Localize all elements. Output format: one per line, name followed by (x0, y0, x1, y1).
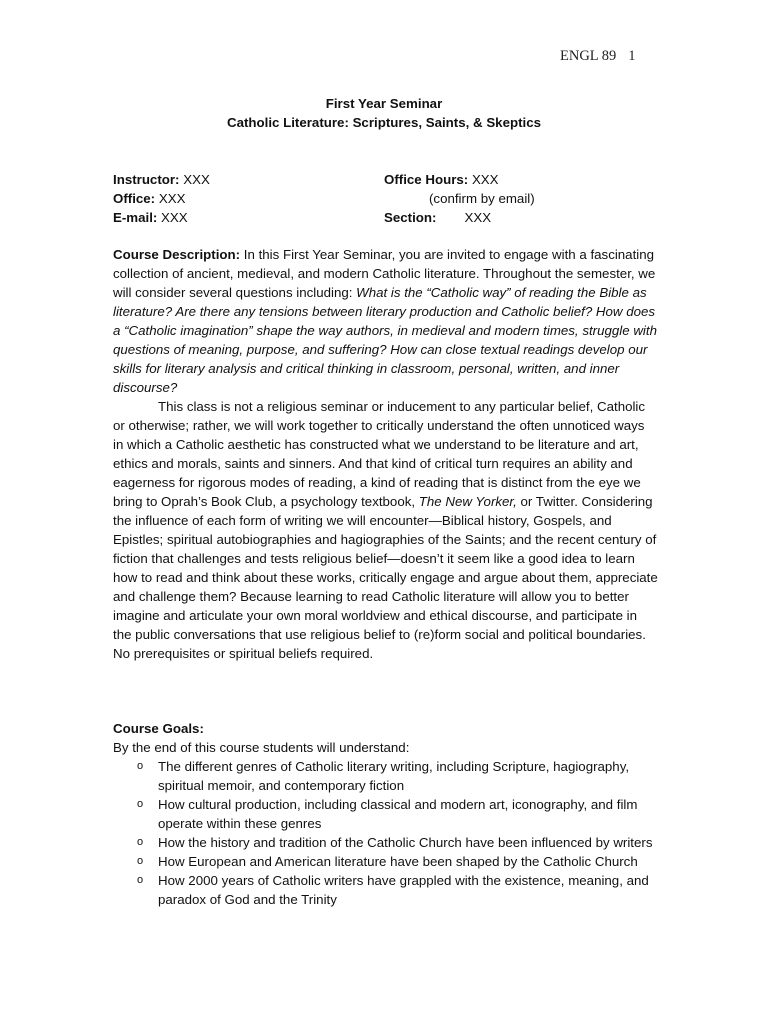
new-yorker-title: The New Yorker, (418, 494, 517, 509)
office-line (113, 189, 210, 208)
goal-text: How European and American literature have been shaped by the Catholic Church (158, 854, 638, 869)
office-label: Office: (113, 191, 156, 206)
goal-text: How the history and tradition of the Catholic Church have been influenced by writers (158, 835, 653, 850)
goal-text: How 2000 years of Catholic writers have grappled with the existence, meaning, and paradox of God and the Trinity (158, 873, 649, 907)
section-line (384, 208, 535, 227)
instructor-label: Instructor: (113, 172, 180, 187)
goals-list (113, 757, 658, 909)
description-paragraph-2 (113, 397, 658, 663)
bullet-icon: o (137, 760, 144, 772)
bullet-icon: o (137, 874, 144, 886)
goal-item (113, 852, 658, 871)
course-title: Catholic Literature: Scriptures, Saints, & Skeptics (226, 115, 542, 130)
goals-intro: By the end of this course students will understand: (113, 740, 410, 755)
description-questions: What is the “Catholic way” of reading the Bible as literature? Are there any tensions between literary production and Catholic belief? How does a “Catholic imagination” shape the way authors, in medieval and modern times, struggle with questions of meaning, purpose, and suffering? How can close textual readings develop our skills for literary analysis and critical thinking in classroom, personal, written, and inner discourse? (113, 285, 657, 395)
goal-item (113, 795, 658, 833)
bullet-icon: o (137, 855, 144, 867)
paragraph-2-part-b: or Twitter. Considering the influence of each form of writing we will encounter—Biblical history, Gospels, and Epistles; spiritual autobiographies and hagiographies of the Saints; and the recent century of fiction that challenges and tests religious belief—doesn’t it seem like a good idea to learn how to read and think about these works, critically engage and argue about them, appreciate and challenge them? Because learning to read Catholic literature will allow you to better imagine and articulate your own moral worldview and ethical discourse, and participate in the public conversations that use religious belief to (re)form social and political boundaries. No prerequisites or spiritual beliefs required. (113, 494, 658, 661)
office-hours-note: (confirm by email) (429, 191, 535, 206)
course-code: ENGL 89 (560, 48, 617, 64)
paragraph-2-part-a: This class is not a religious seminar or inducement to any particular belief, Catholic or otherwise; rather, we will work together to critically understand the often unnoticed ways in which a Catholic aesthetic has constructed what we understand to be literature and art, ethics and morals, saints and sinners. And that kind of critical turn requires an ability and eagerness for rigorous modes of reading, a kind of reading that is distinct from the eye we bring to Oprah’s Book Club, a psychology textbook, (113, 399, 646, 509)
email-label: E-mail: (113, 210, 158, 225)
description-label: Course Description: (113, 247, 241, 262)
description-intro: In this First Year Seminar, you are invited to engage with a fascinating collection of ancient, medieval, and modern Catholic literature. Throughout the semester, we will consider several questions including: (113, 247, 656, 300)
office-hours-line (384, 170, 535, 189)
bullet-icon: o (137, 836, 144, 848)
goals-heading (113, 719, 658, 738)
goal-item (113, 833, 658, 852)
goal-text: How cultural production, including classical and modern art, iconography, and film operate within these genres (158, 797, 638, 831)
section-label: Section: (384, 210, 437, 225)
course-goals (113, 719, 658, 909)
seminar-title: First Year Seminar (325, 96, 443, 111)
goal-item (113, 757, 658, 795)
office-hours-value: XXX (471, 172, 499, 187)
description-paragraph-1 (113, 245, 658, 397)
bullet-icon: o (137, 798, 144, 810)
goal-text: The different genres of Catholic literary writing, including Scripture, hagiography, spiritual memoir, and contemporary fiction (158, 759, 630, 793)
email-value: XXX (161, 210, 188, 225)
section-value: XXX (464, 210, 492, 225)
office-hours-label: Office Hours: (384, 172, 469, 187)
office-value: XXX (158, 191, 186, 206)
page-number: 1 (628, 48, 636, 64)
email-line (113, 208, 210, 227)
course-description (113, 245, 658, 663)
hours-column (384, 170, 535, 227)
instructor-column (113, 170, 210, 227)
running-header (560, 47, 636, 66)
goals-heading-text: Course Goals: (113, 721, 204, 736)
title-block (0, 94, 768, 132)
instructor-line (113, 170, 210, 189)
goal-item (113, 871, 658, 909)
instructor-value: XXX (183, 172, 210, 187)
